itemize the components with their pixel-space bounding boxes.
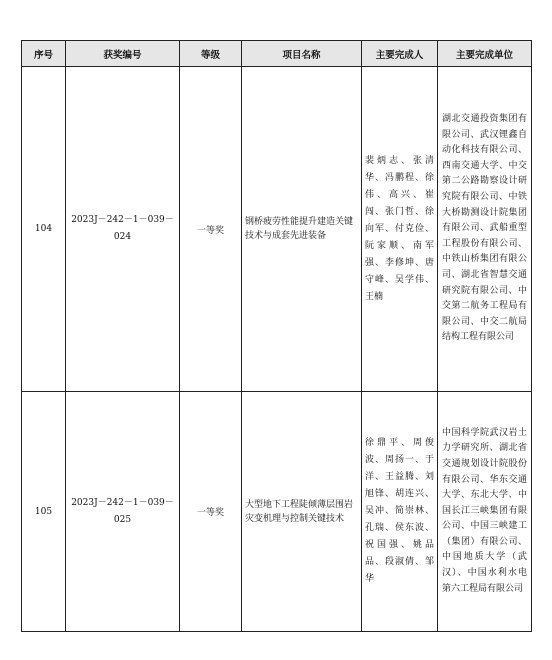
cell-main-contributors: 裴炳志、张清华、冯鹏程、徐伟、高兴、崔闯、张门哲、徐向军、付克俭、阮家顺、南军强、李修坤、唐守峰、吴学伟、王楠 <box>362 67 438 392</box>
cell-seq: 105 <box>22 392 66 632</box>
cell-seq: 104 <box>22 67 66 392</box>
header-main-units: 主要完成单位 <box>438 41 532 67</box>
header-seq: 序号 <box>22 41 66 67</box>
header-award-code: 获奖编号 <box>66 41 180 67</box>
table-row <box>22 392 532 632</box>
cell-main-units: 中国科学院武汉岩土力学研究所、湖北省交通规划设计院股份有限公司、华东交通大学、东北大学、中国长江三峡集团有限公司、中国三峡建工（集团）有限公司、中国地质大学（武汉）、中国水利水电第六工程局有限公司 <box>438 392 532 632</box>
cell-award-code: 2023J－242－1－039－024 <box>66 67 180 392</box>
header-project-name: 项目名称 <box>242 41 362 67</box>
cell-award-code: 2023J－242－1－039－025 <box>66 392 180 632</box>
header-main-contributors: 主要完成人 <box>362 41 438 67</box>
cell-project-name: 大型地下工程陡倾薄层围岩灾变机理与控制关键技术 <box>242 392 362 632</box>
award-table-container <box>21 40 531 632</box>
cell-project-name: 钢桥疲劳性能提升建造关键技术与成套先进装备 <box>242 67 362 392</box>
table-row <box>22 67 532 392</box>
cell-main-units: 湖北交通投资集团有限公司、武汉锂鑫自动化科技有限公司、西南交通大学、中交第二公路勘察设计研究院有限公司、中铁大桥勘测设计院集团有限公司、武船重型工程股份有限公司、中铁山桥集团有限公司、湖北省智慧交通研究院有限公司、中交第二航务工程局有限公司、中交二航局结构工程有限公司 <box>438 67 532 392</box>
table-header <box>22 41 532 67</box>
cell-main-contributors: 徐鼎平、周俊波、周扬一、于洋、王益腾、刘旭锋、胡连兴、吴冲、简崇林、孔瑞、侯东波、祝国强、姚品品、段淑倩、邹华 <box>362 392 438 632</box>
header-grade: 等级 <box>180 41 242 67</box>
award-table <box>21 40 532 632</box>
header-row <box>22 41 532 67</box>
cell-grade: 一等奖 <box>180 392 242 632</box>
cell-grade: 一等奖 <box>180 67 242 392</box>
table-body <box>22 67 532 632</box>
